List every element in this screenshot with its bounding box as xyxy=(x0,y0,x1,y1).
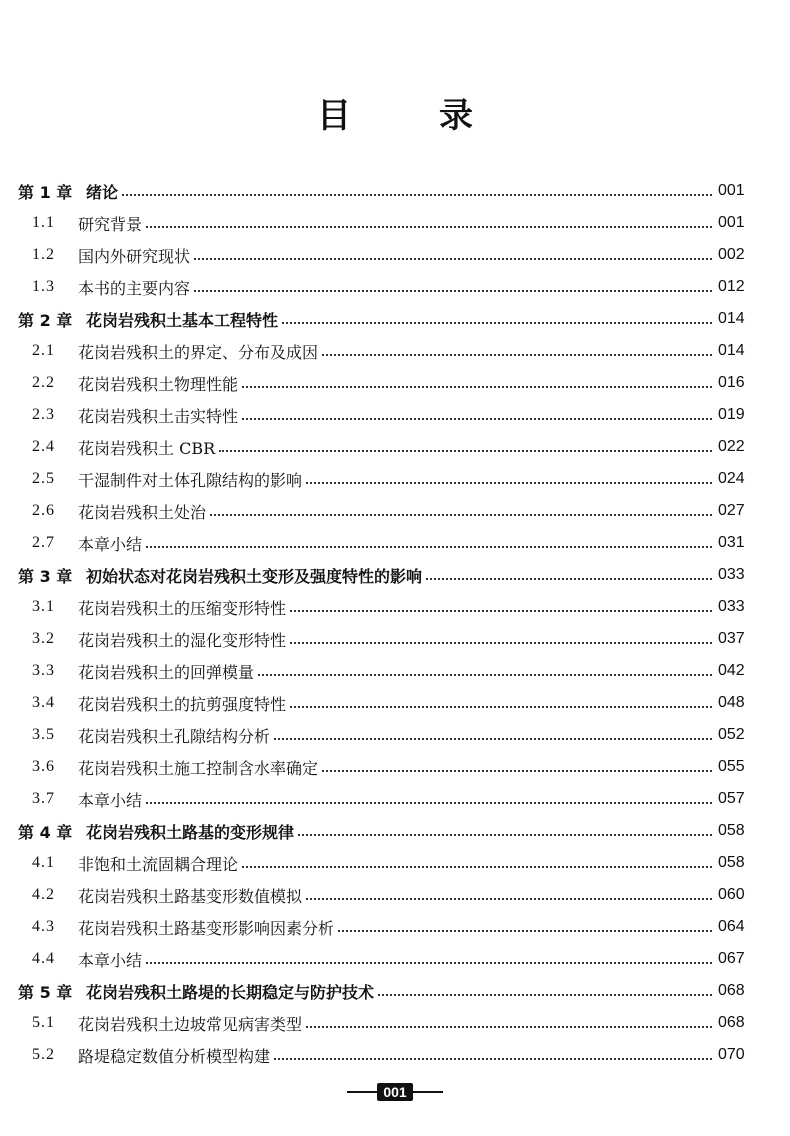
toc-entry-title: 花岗岩残积土路基的变形规律 xyxy=(86,822,295,842)
toc-section-entry[interactable] xyxy=(18,431,744,463)
dot-leader xyxy=(306,1026,712,1028)
toc-entry-number: 1.3 xyxy=(32,278,55,295)
toc-section-entry[interactable] xyxy=(18,207,744,239)
toc-section-entry[interactable] xyxy=(18,783,744,815)
toc-entry-title: 本章小结 xyxy=(78,534,143,554)
toc-entry-number: 3.5 xyxy=(32,726,55,743)
toc-entry-number: 第 2 章 xyxy=(18,310,73,330)
toc-entry-page: 052 xyxy=(718,726,745,743)
toc-entry-page: 048 xyxy=(718,694,745,711)
toc-entry-title: 花岗岩残积土的回弹模量 xyxy=(78,662,255,682)
toc-section-entry[interactable] xyxy=(18,495,744,527)
toc-entry-title: 花岗岩残积土击实特性 xyxy=(78,406,239,426)
dot-leader xyxy=(146,802,712,804)
toc-entry-number: 第 1 章 xyxy=(18,182,73,202)
toc-entry-page: 027 xyxy=(718,502,745,519)
toc-entry-number: 2.1 xyxy=(32,342,55,359)
toc-entry-title: 花岗岩残积土基本工程特性 xyxy=(86,310,279,330)
toc-entry-number: 第 5 章 xyxy=(18,982,73,1002)
toc-entry-number: 3.3 xyxy=(32,662,55,679)
toc-entry-title: 花岗岩残积土的抗剪强度特性 xyxy=(78,694,287,714)
toc-entry-title: 花岗岩残积土施工控制含水率确定 xyxy=(78,758,319,778)
toc-entry-page: 022 xyxy=(718,438,745,455)
toc-section-entry[interactable] xyxy=(18,687,744,719)
dot-leader xyxy=(378,994,712,996)
toc-entry-page: 001 xyxy=(718,182,745,199)
toc-entry-page: 068 xyxy=(718,1014,745,1031)
folio-rule-right xyxy=(413,1091,443,1093)
toc-entry-page: 012 xyxy=(718,278,745,295)
toc-entry-title: 干湿制件对土体孔隙结构的影响 xyxy=(78,470,303,490)
toc-section-entry[interactable] xyxy=(18,271,744,303)
table-of-contents xyxy=(18,175,744,1071)
toc-entry-number: 3.4 xyxy=(32,694,55,711)
toc-section-entry[interactable] xyxy=(18,847,744,879)
dot-leader xyxy=(146,546,712,548)
toc-section-entry[interactable] xyxy=(18,1039,744,1071)
toc-entry-page: 055 xyxy=(718,758,745,775)
toc-entry-page: 067 xyxy=(718,950,745,967)
toc-section-entry[interactable] xyxy=(18,463,744,495)
dot-leader xyxy=(194,290,712,292)
toc-chapter-entry[interactable] xyxy=(18,175,744,207)
dot-leader xyxy=(322,354,712,356)
toc-entry-title: 本章小结 xyxy=(78,790,143,810)
folio-number: 001 xyxy=(377,1083,412,1101)
toc-entry-page: 033 xyxy=(718,566,745,583)
toc-entry-number: 2.5 xyxy=(32,470,55,487)
dot-leader xyxy=(290,642,712,644)
toc-section-entry[interactable] xyxy=(18,367,744,399)
dot-leader xyxy=(242,418,712,420)
dot-leader xyxy=(306,898,712,900)
toc-entry-title: 国内外研究现状 xyxy=(78,246,191,266)
toc-entry-page: 058 xyxy=(718,854,745,871)
dot-leader xyxy=(242,866,712,868)
toc-entry-number: 2.2 xyxy=(32,374,55,391)
dot-leader xyxy=(282,322,712,324)
dot-leader xyxy=(426,578,712,580)
toc-entry-page: 033 xyxy=(718,598,745,615)
toc-section-entry[interactable] xyxy=(18,943,744,975)
toc-entry-number: 第 4 章 xyxy=(18,822,73,842)
dot-leader xyxy=(122,194,712,196)
toc-entry-page: 001 xyxy=(718,214,745,231)
toc-chapter-entry[interactable] xyxy=(18,559,744,591)
toc-entry-number: 3.6 xyxy=(32,758,55,775)
toc-entry-title: 花岗岩残积土路基变形数值模拟 xyxy=(78,886,303,906)
toc-entry-page: 002 xyxy=(718,246,745,263)
toc-section-entry[interactable] xyxy=(18,751,744,783)
toc-entry-number: 2.3 xyxy=(32,406,55,423)
toc-section-entry[interactable] xyxy=(18,719,744,751)
toc-section-entry[interactable] xyxy=(18,527,744,559)
toc-entry-title: 绪论 xyxy=(86,182,119,202)
toc-section-entry[interactable] xyxy=(18,879,744,911)
toc-entry-page: 068 xyxy=(718,982,745,999)
toc-entry-number: 2.6 xyxy=(32,502,55,519)
dot-leader xyxy=(322,770,712,772)
toc-entry-page: 060 xyxy=(718,886,745,903)
toc-entry-page: 019 xyxy=(718,406,745,423)
dot-leader xyxy=(298,834,712,836)
toc-entry-number: 4.1 xyxy=(32,854,55,871)
dot-leader xyxy=(242,386,712,388)
toc-entry-number: 5.2 xyxy=(32,1046,55,1063)
dot-leader xyxy=(338,930,712,932)
toc-entry-page: 064 xyxy=(718,918,745,935)
toc-entry-page: 057 xyxy=(718,790,745,807)
dot-leader xyxy=(274,738,712,740)
page-title xyxy=(0,88,790,137)
title-char-1: 目 xyxy=(317,96,351,136)
toc-entry-page: 058 xyxy=(718,822,745,839)
toc-entry-title: 路堤稳定数值分析模型构建 xyxy=(78,1046,271,1066)
dot-leader xyxy=(306,482,712,484)
toc-entry-title: 花岗岩残积土物理性能 xyxy=(78,374,239,394)
dot-leader xyxy=(274,1058,712,1060)
dot-leader xyxy=(194,258,712,260)
toc-entry-title: 花岗岩残积土 CBR xyxy=(78,438,216,458)
toc-entry-title: 花岗岩残积土路堤的长期稳定与防护技术 xyxy=(86,982,375,1002)
toc-entry-page: 024 xyxy=(718,470,745,487)
toc-entry-title: 本书的主要内容 xyxy=(78,278,191,298)
toc-section-entry[interactable] xyxy=(18,623,744,655)
toc-section-entry[interactable] xyxy=(18,1007,744,1039)
toc-entry-page: 031 xyxy=(718,534,745,551)
toc-entry-number: 3.7 xyxy=(32,790,55,807)
toc-entry-page: 014 xyxy=(718,310,745,327)
toc-entry-title: 花岗岩残积土孔隙结构分析 xyxy=(78,726,271,746)
dot-leader xyxy=(219,450,712,452)
toc-entry-number: 2.4 xyxy=(32,438,55,455)
toc-section-entry[interactable] xyxy=(18,911,744,943)
toc-entry-number: 4.4 xyxy=(32,950,55,967)
toc-entry-page: 042 xyxy=(718,662,745,679)
toc-section-entry[interactable] xyxy=(18,399,744,431)
dot-leader xyxy=(290,706,712,708)
toc-entry-title: 花岗岩残积土边坡常见病害类型 xyxy=(78,1014,303,1034)
toc-entry-page: 037 xyxy=(718,630,745,647)
toc-entry-title: 本章小结 xyxy=(78,950,143,970)
toc-entry-number: 4.2 xyxy=(32,886,55,903)
toc-entry-page: 016 xyxy=(718,374,745,391)
toc-section-entry[interactable] xyxy=(18,655,744,687)
toc-chapter-entry[interactable] xyxy=(18,303,744,335)
dot-leader xyxy=(290,610,712,612)
toc-section-entry[interactable] xyxy=(18,335,744,367)
toc-entry-number: 1.1 xyxy=(32,214,55,231)
toc-entry-number: 1.2 xyxy=(32,246,55,263)
toc-section-entry[interactable] xyxy=(18,239,744,271)
toc-entry-page: 014 xyxy=(718,342,745,359)
toc-entry-title: 初始状态对花岗岩残积土变形及强度特性的影响 xyxy=(86,566,423,586)
toc-entry-title: 非饱和土流固耦合理论 xyxy=(78,854,239,874)
toc-entry-number: 3.1 xyxy=(32,598,55,615)
toc-entry-title: 研究背景 xyxy=(78,214,143,234)
dot-leader xyxy=(146,962,712,964)
toc-entry-title: 花岗岩残积土处治 xyxy=(78,502,207,522)
toc-entry-title: 花岗岩残积土路基变形影响因素分析 xyxy=(78,918,335,938)
page-number xyxy=(0,1083,790,1101)
toc-entry-number: 5.1 xyxy=(32,1014,55,1031)
toc-entry-title: 花岗岩残积土的压缩变形特性 xyxy=(78,598,287,618)
toc-chapter-entry[interactable] xyxy=(18,815,744,847)
toc-entry-title: 花岗岩残积土的界定、分布及成因 xyxy=(78,342,319,362)
toc-entry-number: 第 3 章 xyxy=(18,566,73,586)
title-char-2: 录 xyxy=(439,96,473,136)
toc-entry-number: 2.7 xyxy=(32,534,55,551)
dot-leader xyxy=(146,226,712,228)
toc-section-entry[interactable] xyxy=(18,591,744,623)
toc-chapter-entry[interactable] xyxy=(18,975,744,1007)
dot-leader xyxy=(210,514,712,516)
folio-rule-left xyxy=(347,1091,377,1093)
toc-entry-title: 花岗岩残积土的湿化变形特性 xyxy=(78,630,287,650)
toc-entry-page: 070 xyxy=(718,1046,745,1063)
dot-leader xyxy=(258,674,712,676)
toc-entry-number: 3.2 xyxy=(32,630,55,647)
toc-entry-number: 4.3 xyxy=(32,918,55,935)
